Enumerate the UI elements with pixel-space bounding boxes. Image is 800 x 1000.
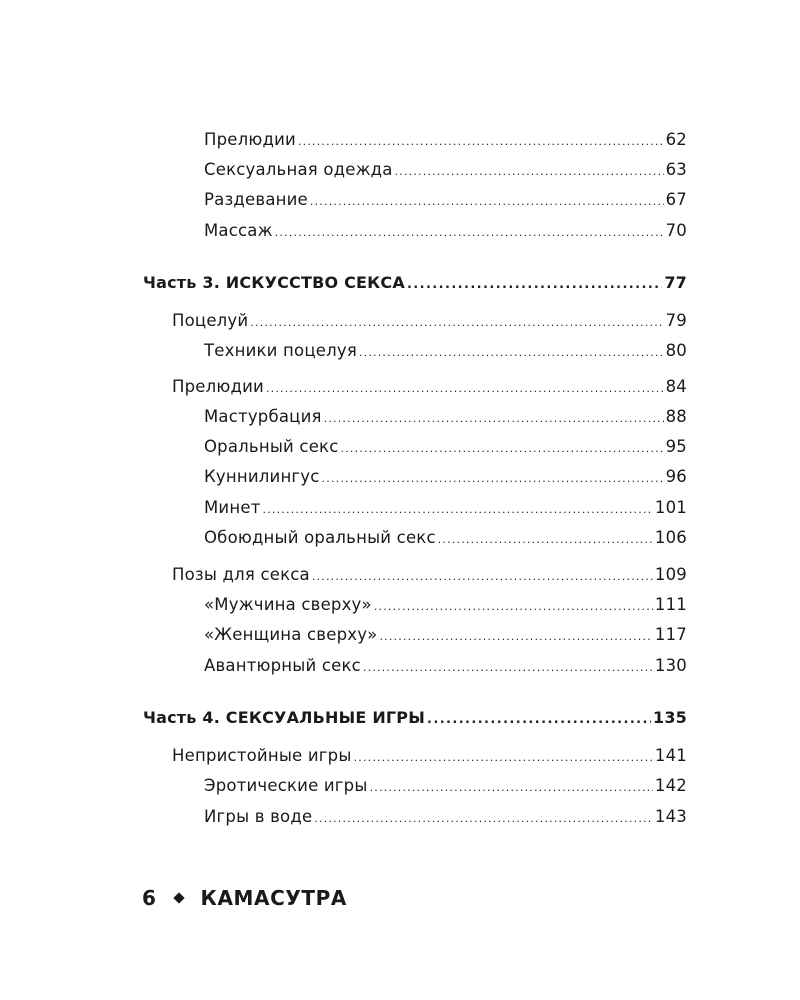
toc-entry[interactable]	[0, 591, 800, 619]
toc-entry-page: 106	[654, 528, 687, 547]
toc-entry[interactable]	[0, 621, 800, 649]
toc-entry[interactable]	[0, 463, 800, 491]
toc-entry[interactable]	[0, 373, 800, 401]
toc-entry[interactable]	[0, 156, 800, 184]
toc-entry[interactable]	[0, 217, 800, 245]
toc-entry[interactable]	[0, 403, 800, 431]
toc-entry-title: Техники поцелуя	[204, 341, 357, 360]
toc-leader-dots	[250, 309, 663, 337]
toc-entry[interactable]	[0, 803, 800, 831]
toc-entry[interactable]	[0, 742, 800, 770]
toc-part-title: Часть 3. ИСКУССТВО СЕКСА	[143, 273, 405, 292]
toc-leader-dots	[312, 563, 653, 591]
toc-entry-page: 141	[654, 746, 687, 765]
toc-leader-dots	[427, 706, 651, 734]
toc-leader-dots	[275, 219, 664, 247]
toc-entry-page: 67	[665, 190, 687, 209]
page-footer	[142, 882, 347, 914]
toc-leader-dots	[310, 188, 664, 216]
toc-part-heading[interactable]	[0, 704, 800, 732]
toc-entry-page: 63	[665, 160, 687, 179]
toc-entry-title: Прелюдии	[204, 130, 296, 149]
toc-entry-title: Сексуальная одежда	[204, 160, 393, 179]
toc-leader-dots	[407, 271, 662, 299]
toc-part-page: 77	[664, 273, 687, 292]
toc-entry-title: Непристойные игры	[172, 746, 352, 765]
toc-entry-page: 109	[654, 565, 687, 584]
toc-entry-title: «Мужчина сверху»	[204, 595, 372, 614]
toc-entry-page: 88	[665, 407, 687, 426]
toc-entry-title: Мастурбация	[204, 407, 322, 426]
toc-entry-title: Минет	[204, 498, 261, 517]
toc-entry-page: 80	[665, 341, 687, 360]
toc-leader-dots	[314, 805, 653, 833]
toc-entry-title: Массаж	[204, 221, 273, 240]
toc-leader-dots	[379, 623, 652, 651]
toc-entry-title: Раздевание	[204, 190, 308, 209]
toc-entry[interactable]	[0, 337, 800, 365]
toc-entry-page: 142	[654, 776, 687, 795]
toc-leader-dots	[354, 744, 653, 772]
toc-entry-page: 95	[665, 437, 687, 456]
toc-entry-page: 62	[665, 130, 687, 149]
toc-entry-page: 117	[654, 625, 687, 644]
diamond-separator-icon	[173, 892, 184, 903]
toc-entry[interactable]	[0, 561, 800, 589]
toc-entry[interactable]	[0, 494, 800, 522]
toc-leader-dots	[263, 496, 653, 524]
toc-leader-dots	[374, 593, 653, 621]
toc-leader-dots	[324, 405, 664, 433]
page-number: 6	[142, 886, 157, 910]
toc-entry-title: Прелюдии	[172, 377, 264, 396]
toc-entry-title: Поцелуй	[172, 311, 249, 330]
toc-entry[interactable]	[0, 524, 800, 552]
toc-part-page: 135	[653, 708, 687, 727]
toc-entry-title: Эротические игры	[204, 776, 368, 795]
toc-leader-dots	[359, 339, 664, 367]
toc-entry-title: Оральный секс	[204, 437, 339, 456]
toc-entry[interactable]	[0, 307, 800, 335]
toc-leader-dots	[363, 654, 653, 682]
toc-leader-dots	[298, 128, 664, 156]
toc-leader-dots	[322, 465, 664, 493]
toc-part-title: Часть 4. СЕКСУАЛЬНЫЕ ИГРЫ	[143, 708, 426, 727]
toc-entry-title: Авантюрный секс	[204, 656, 361, 675]
toc-leader-dots	[370, 774, 653, 802]
toc-entry-page: 96	[665, 467, 687, 486]
toc-entry[interactable]	[0, 772, 800, 800]
toc-entry-page: 84	[665, 377, 687, 396]
toc-leader-dots	[341, 435, 664, 463]
toc-entry[interactable]	[0, 186, 800, 214]
toc-entry[interactable]	[0, 652, 800, 680]
toc-entry-page: 111	[654, 595, 687, 614]
toc-entry-page: 101	[654, 498, 687, 517]
toc-entry-title: Позы для секса	[172, 565, 310, 584]
toc-leader-dots	[395, 158, 664, 186]
running-title: КАМАСУТРА	[200, 886, 348, 910]
toc-entry-title: Куннилингус	[204, 467, 320, 486]
toc-entry-page: 70	[665, 221, 687, 240]
toc-leader-dots	[438, 526, 653, 554]
toc-entry-page: 130	[654, 656, 687, 675]
toc-part-heading[interactable]	[0, 269, 800, 297]
toc-entry-page: 79	[665, 311, 687, 330]
toc-entry[interactable]	[0, 433, 800, 461]
toc-entry-page: 143	[654, 807, 687, 826]
toc-entry[interactable]	[0, 126, 800, 154]
toc-entry-title: Обоюдный оральный секс	[204, 528, 436, 547]
toc-entry-title: Игры в воде	[204, 807, 313, 826]
toc-leader-dots	[266, 375, 664, 403]
toc-entry-title: «Женщина сверху»	[204, 625, 378, 644]
